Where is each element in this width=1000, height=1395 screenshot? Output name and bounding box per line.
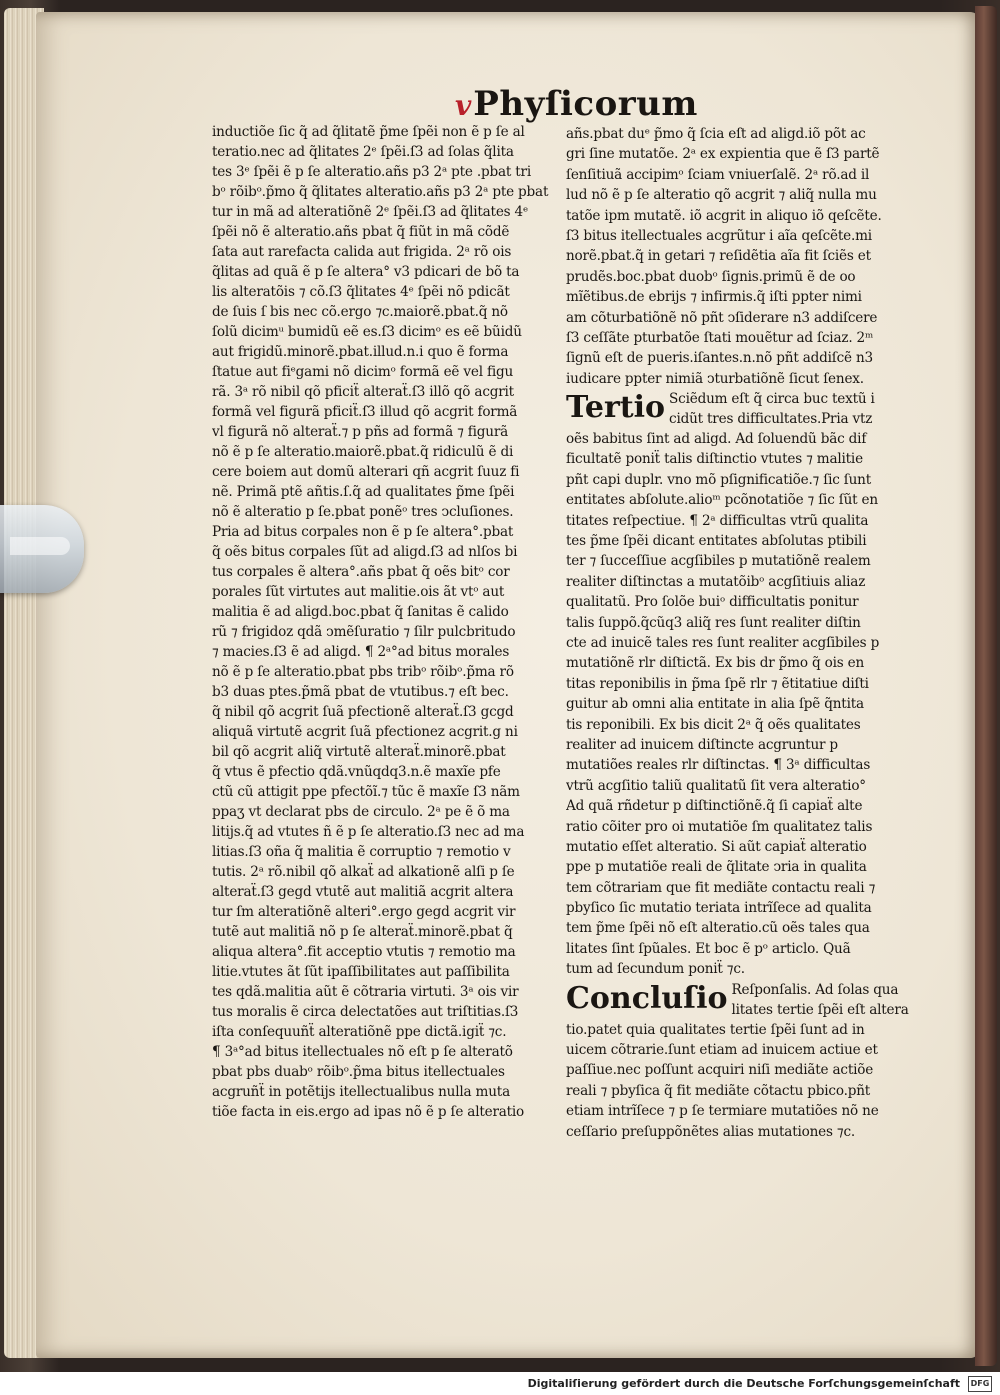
text-line: b3 duas ptes.p̃mã pbat de vtutibus.⁊ eſt bec. (212, 684, 509, 700)
text-line: q̃ oẽs bitus corpales ſũt ad aligd.ſ3 ad nlſos bi (212, 544, 518, 560)
text-line: ¶ 3ᵃ°ad bitus itellectuales nõ eſt p ſe alteratõ (212, 1044, 513, 1060)
text-line: rũ ⁊ frigidoz qdã ↄmẽſuratio ⁊ ſilr pulcbritudo (212, 624, 516, 640)
text-line: ſ3 ceſſãte pturbatõe ſtati mouẽtur ad ſciaz. 2ᵐ (566, 329, 874, 346)
running-head-mark: v (455, 89, 472, 122)
text-line: tio.patet quia qualitates tertie ſpẽi ſunt ad in (566, 1021, 865, 1038)
text-line: norẽ.pbat.q̃ in getari ⁊ reſidẽtia aĩa fit ſciẽs et (566, 248, 871, 265)
right-column (566, 124, 918, 1142)
text-line: litias.ſ3 oña q̃ malitia ẽ corruptio ⁊ remotio v (212, 844, 511, 860)
text-line: tus moralis ẽ circa delectatões aut triſtitias.ſ3 (212, 1004, 519, 1020)
conclusio-heading (566, 980, 918, 1020)
text-line: inductiõe ſic q̃ ad q̃litatẽ p̃me ſpẽi non ẽ p ſe al (212, 124, 525, 140)
text-line: nẽ. Primã ptẽ añtis.ſ.q̃ ad qualitates p̃me ſpẽi (212, 484, 515, 500)
left-column (212, 122, 552, 1122)
text-line: mutatiões reales rlr diſtinctas. ¶ 3ᵃ difficultas (566, 757, 871, 774)
text-line: pbyſico ſic mutatio teriata intrĩſece ad qualita (566, 900, 872, 917)
text-line: Ad quã rñdetur p diſtinctiõnẽ.q̃ ſi capiaẗ alte (566, 798, 863, 815)
text-line: reali ⁊ pbyſica q̃ fit mediãte cõtactu pbico.pñt (566, 1082, 871, 1099)
text-line: aliquã virtutẽ acgrit ſuã pfectionez acgrit.g ni (212, 724, 518, 740)
text-line: ceſſario preſuppõnẽtes alias mutationes ⁊c. (566, 1123, 855, 1140)
text-line: tem p̃me ſpẽi nõ eſt alteratio.cũ oẽs tales qua (566, 920, 870, 937)
right-column-middle (566, 429, 918, 980)
text-line: tur ſm alteratiõnẽ alteri°.ergo gegd acgrit vir (212, 904, 516, 920)
text-line: aut frigidũ.minorẽ.pbat.illud.n.i quo ẽ forma (212, 344, 509, 360)
text-line: realiter ad inuicem diſtincte acgruntur p (566, 736, 838, 753)
conclusio-lines (731, 980, 908, 1020)
text-line: ter ⁊ ſucceſſiue acgſibiles p mutatiõnẽ realem (566, 553, 871, 570)
book-cover-edge (975, 6, 997, 1366)
text-line: mutatio eſſet alteratio. Si aũt capiaẗ alteratio (566, 838, 867, 855)
text-line: pñt capi duplr. vno mõ pſignificatiõe.⁊ ſic ſunt (566, 471, 871, 488)
text-line: q̃ vtus ẽ pfectio qdã.vnũqdq3.n.ẽ maxĩe pfe (212, 764, 501, 780)
text-line: ſ3 bitus itellectuales acgrũtur i aĩa qeſcẽte.mi (566, 227, 872, 244)
text-line: entitates abſolute.alioᵐ pcõnotatiõe ⁊ ſic ſũt en (566, 492, 878, 509)
text-line: Pria ad bitus corpales non ẽ p ſe altera°.pbat (212, 524, 514, 540)
text-line: iſta conſequuñẗ alteratiõnẽ ppe dictã.igiẗ ⁊c. (212, 1024, 507, 1040)
text-line: nõ ẽ p ſe alteratio.maiorẽ.pbat.q̃ ridiculũ ẽ di (212, 444, 514, 460)
text-line: paſſiue.nec poſſunt acquiri niſi mediãte actiõe (566, 1062, 874, 1079)
text-line: tus corpales ẽ altera°.añs pbat q̃ oẽs bitᵒ cor (212, 564, 510, 580)
text-line: ppe p mutatiõe reali de q̃litate ↄria in qualita (566, 859, 867, 876)
text-line: litijs.q̃ ad vtutes ñ ẽ p ſe alteratio.ſ3 nec ad ma (212, 824, 525, 840)
text-line: ſpẽi nõ ẽ alteratio.añs pbat q̃ fiũt in mã cõdẽ (212, 224, 510, 240)
right-column-bottom (566, 1020, 918, 1142)
text-line: malitia ẽ ad aligd.boc.pbat q̃ ſanitas ẽ calido (212, 604, 509, 620)
text-line: gri ſine mutatõe. 2ᵃ ex expientia que ẽ ſ3 partẽ (566, 146, 880, 163)
text-line: titates reſpectiue. ¶ 2ᵃ difficultas vtrũ qualita (566, 512, 869, 529)
text-line: tis reponibili. Ex bis dicit 2ᵃ q̃ oẽs qualitates (566, 716, 861, 733)
text-line: q̃ nibil qõ acgrit ſuã pfectionẽ alteraẗ.ſ3 gcgd (212, 704, 514, 720)
text-line: ctũ cũ attigit ppe pfectõĩ.⁊ tũc ẽ maxĩe ſ3 nãm (212, 784, 520, 800)
text-line: ppaʒ vt declarat pbs de circulo. 2ᵃ pe ẽ õ ma (212, 804, 510, 820)
text-line: ⁊ macies.ſ3 ẽ ad aligd. ¶ 2ᵃ°ad bitus morales (212, 644, 510, 660)
text-line: am cõturbatiõnẽ nõ pñt ↄſiderare n3 addiſcere (566, 309, 878, 326)
text-line: ficultatẽ poniẗ talis diſtinctio vtutes ⁊ malitie (566, 451, 863, 468)
text-line: cere boiem aut domũ alterari qñ acgrit ſuuz fi (212, 464, 520, 480)
text-line: qualitatũ. Pro ſolõe buiᵒ difficultatis ponitur (566, 594, 859, 611)
text-line: guitur ab omni alia entitate in alia ſpẽ q̃ntita (566, 696, 864, 713)
text-line: rã. 3ᵃ rõ nibil qõ pficiẗ alteraẗ.ſ3 illõ qõ acgrit (212, 384, 514, 400)
text-line: nõ ẽ alteratio p ſe.pbat ponẽᵒ tres ↄcluſiones. (212, 504, 514, 520)
text-line: litie.vtutes ãt ſũt ipaſſibilitates aut paſſibilita (212, 964, 510, 980)
tertio-initial: Tertio (566, 390, 666, 426)
text-line: cte ad inuicẽ tales res ſunt realiter acgſibiles p (566, 634, 880, 651)
text-line: tatõe ipm mutatẽ. iõ acgrit in aliquo iõ qeſcẽte. (566, 207, 882, 224)
text-line: mutatiõnẽ rlr diſtictã. Ex bis dr p̃mo q̃ ois en (566, 655, 865, 672)
text-line: tiõe facta in eis.ergo ad ipas nõ ẽ p ſe alteratio (212, 1104, 525, 1120)
text-line: teratio.nec ad q̃litates 2ᵉ ſpẽi.ſ3 ad ſolas q̃lita (212, 144, 514, 160)
text-line: litates tertie ſpẽi eſt altera (731, 1001, 909, 1018)
text-line: tes 3ᵉ ſpẽi ẽ p ſe alteratio.añs p3 2ᵃ pte .pbat tri (212, 164, 532, 180)
text-line: tutẽ aut malitiã nõ p ſe alteraẗ.minorẽ.pbat q̃ (212, 924, 513, 940)
text-line: añs.pbat duᵉ p̃mo q̃ ſcia eſt ad aligd.iõ põt ac (566, 126, 866, 142)
text-line: vl figurã nõ alteraẗ.⁊ p pñs ad formã ⁊ figurã (212, 424, 509, 440)
running-head-title: Phyſicorum (473, 84, 698, 124)
text-line: mĩẽtibus.de ebrijs ⁊ infirmis.q̃ iſti ppter nimi (566, 289, 862, 306)
text-line: talis ſuppõ.q̃cũq3 aliq̃ res ſunt realiter diſtin (566, 614, 861, 631)
text-line: alteraẗ.ſ3 gegd vtutẽ aut malitiã acgrit altera (212, 884, 514, 900)
text-line: lis alteratõis ⁊ cõ.ſ3 q̃litates 4ᵉ ſpẽi nõ pdicãt (212, 284, 510, 300)
text-line: realiter diſtinctas a mutatõibᵒ acgſitiuis aliaz (566, 573, 866, 590)
text-line: Sciẽdum eſt q̃ circa buc textũ i (669, 391, 875, 408)
tertio-lines (669, 389, 875, 429)
text-line: formã vel figurã pficiẗ.ſ3 illud qõ acgrit formã (212, 404, 518, 420)
text-line: prudẽs.boc.pbat duobᵒ ſignis.primũ ẽ de oo (566, 268, 856, 285)
text-line: ratio cõiter pro oi mutatiõe ſm qualitatez talis (566, 818, 873, 835)
text-line: Reſponſalis. Ad ſolas qua (731, 981, 899, 998)
text-line: tes p̃me ſpẽi dicant entitates abſolutas ptibili (566, 533, 867, 550)
footer-credit: Digitaliſierung gefördert durch die Deutsche Forſchungsgemeinſchaft (527, 1377, 960, 1390)
digitization-footer (0, 1372, 1000, 1395)
text-line: ſenſitiuã accipimᵒ ſciam vniuerſalẽ. 2ᵃ rõ.ad il (566, 166, 870, 183)
text-line: acgruñẗ in potẽtijs itellectualibus nulla muta (212, 1084, 510, 1100)
right-column-top (566, 124, 918, 389)
text-line: ſtatue aut fiᵉgami nõ dicimᵒ formã eẽ vel figu (212, 364, 514, 380)
text-line: oẽs babitus ſint ad aligd. Ad ſoluendũ bãc dif (566, 431, 867, 448)
text-line: ſolũ dicimᵘ bumidũ eẽ es.ſ3 dicimᵒ es eẽ bũidũ (212, 324, 522, 340)
conclusio-initial: Concluſio (566, 980, 728, 1016)
text-line: tem cõtrariam que fit mediãte contactu reali ⁊ (566, 879, 876, 896)
text-line: iudicare ppter nimiã ↄturbatiõnẽ ſicut ſenex. (566, 370, 864, 387)
text-line: etiam intrĩſece ⁊ p ſe termiare mutatiões nõ ne (566, 1103, 879, 1120)
text-line: ſata aut rarefacta calida aut frigida. 2ᵃ rõ ois (212, 244, 512, 260)
text-line: litates ſint ſpũales. Et boc ẽ pᵒ articlo. Quã (566, 940, 851, 957)
page-clip (0, 505, 84, 593)
text-line: ſignũ eſt de pueris.iſantes.n.nõ pñt addiſcẽ n3 (566, 350, 873, 367)
text-line: vtrũ acgſitio taliũ qualitatũ ſit vera alteratio° (566, 777, 866, 794)
text-line: bᵒ rõibᵒ.p̃mo q̃ q̃litates alteratio.añs p3 2ᵃ pte pbat (212, 184, 549, 200)
text-line: de ſuis ſ bis nec cõ.ergo ⁊c.maiorẽ.pbat.q̃ nõ (212, 304, 508, 320)
text-line: aliqua altera°.fit acceptio vtutis ⁊ remotio ma (212, 944, 516, 960)
text-line: tur in mã ad alteratiõnẽ 2ᵉ ſpẽi.ſ3 ad q̃litates 4ᵉ (212, 204, 529, 220)
text-line: nõ ẽ p ſe alteratio.pbat pbs tribᵒ rõibᵒ.p̃ma rõ (212, 664, 514, 680)
text-line: cidũt tres difficultates.Pria vtz (669, 411, 873, 428)
text-line: tutis. 2ᵃ rõ.nibil qõ alkaẗ ad alkationẽ alſi p ſe (212, 864, 515, 880)
text-line: tum ad ſecundum poniẗ ⁊c. (566, 961, 745, 978)
text-line: titas reponibilis in p̃ma ſpẽ rlr ⁊ ẽtitatiue diſti (566, 675, 869, 692)
text-line: uicem cõtrarie.ſunt etiam ad inuicem actiue et (566, 1042, 878, 1059)
dfg-logo-icon: DFG (968, 1376, 992, 1392)
text-line: bil qõ acgrit aliq̃ virtutẽ alteraẗ.minorẽ.pbat (212, 744, 506, 760)
text-line: porales ſũt virtutes aut malitie.ois ãt vtᵒ aut (212, 584, 505, 600)
tertio-heading (566, 389, 918, 429)
text-line: q̃litas ad quã ẽ p ſe altera° v3 pdicari de bõ ta (212, 264, 520, 280)
text-line: tes qdã.malitia aũt ẽ cõtraria virtuti. 3ᵃ ois vir (212, 984, 519, 1000)
text-line: lud nõ ẽ p ſe alteratio qõ acgrit ⁊ aliq̃ nulla mu (566, 187, 877, 204)
text-line: pbat pbs duabᵒ rõibᵒ.p̃ma bitus itellectuales (212, 1064, 505, 1080)
